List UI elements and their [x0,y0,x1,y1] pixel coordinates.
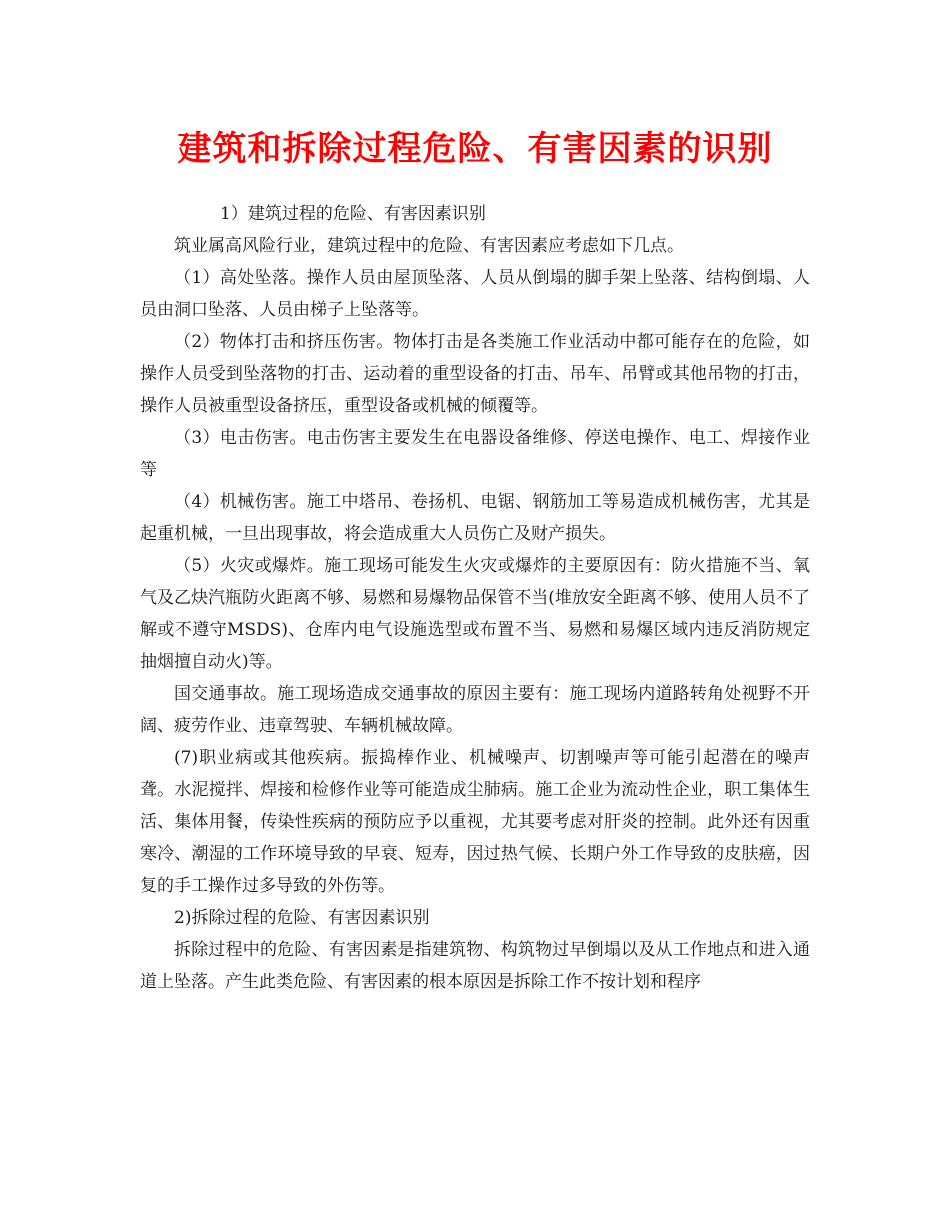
paragraph-fall-from-height: （1）高处坠落。操作人员由屋顶坠落、人员从倒塌的脚手架上坠落、结构倒塌、人员由洞口坠落、人员由梯子上坠落等。 [140,268,810,320]
paragraph-occupational-disease: (7)职业病或其他疾病。振捣棒作业、机械噪声、切割噪声等可能引起潜在的噪声聋。水泥搅拌、焊接和检修作业等可能造成尘肺病。施工企业为流动性企业，职工集体生活、集体用餐，传染性疾病的预防应予以重视，尤其要考虑对肝炎的控制。此外还有因重寒冷、潮湿的工作环境导致的早衰、短寿，因过热气候、长期户外工作导致的皮肤癌，因复的手工操作过多导致的外伤等。 [140,748,810,896]
document-title: 建筑和拆除过程危险、有害因素的识别 [177,129,773,169]
paragraph-traffic-accident: 国交通事故。施工现场造成交通事故的原因主要有：施工现场内道路转角处视野不开阔、疲劳作业、违章驾驶、车辆机械故障。 [140,684,810,736]
section-heading-demolition: 2)拆除过程的危险、有害因素识别 [174,908,430,928]
paragraph-mechanical-injury: （4）机械伤害。施工中塔吊、卷扬机、电锯、钢筋加工等易造成机械伤害，尤其是起重机械，一旦出现事故，将会造成重大人员伤亡及财产损失。 [140,492,810,544]
paragraph-fire-explosion: （5）火灾或爆炸。施工现场可能发生火灾或爆炸的主要原因有：防火措施不当、氧气及乙炔汽瓶防火距离不够、易燃和易爆物品保管不当(堆放安全距离不够、使用人员不了解或不遵守MSDS)、仓库内电气设施选型或布置不当、易燃和易爆区域内违反消防规定抽烟擅自动火)等。 [140,556,810,672]
section-heading-construction: 1）建筑过程的危险、有害因素识别 [220,204,486,224]
paragraph-object-strike: （2）物体打击和挤压伤害。物体打击是各类施工作业活动中都可能存在的危险，如操作人员受到坠落物的打击、运动着的重型设备的打击、吊车、吊臂或其他吊物的打击，操作人员被重型设备挤压，重型设备或机械的倾覆等。 [140,332,810,416]
paragraph-intro: 筑业属高风险行业，建筑过程中的危险、有害因素应考虑如下几点。 [174,236,684,256]
paragraph-demolition-hazards: 拆除过程中的危险、有害因素是指建筑物、构筑物过早倒塌以及从工作地点和进入通道上坠落。产生此类危险、有害因素的根本原因是拆除工作不按计划和程序 [140,940,810,992]
paragraph-electric-shock: （3）电击伤害。电击伤害主要发生在电器设备维修、停送电操作、电工、焊接作业等 [140,428,810,480]
document-body [140,198,810,998]
